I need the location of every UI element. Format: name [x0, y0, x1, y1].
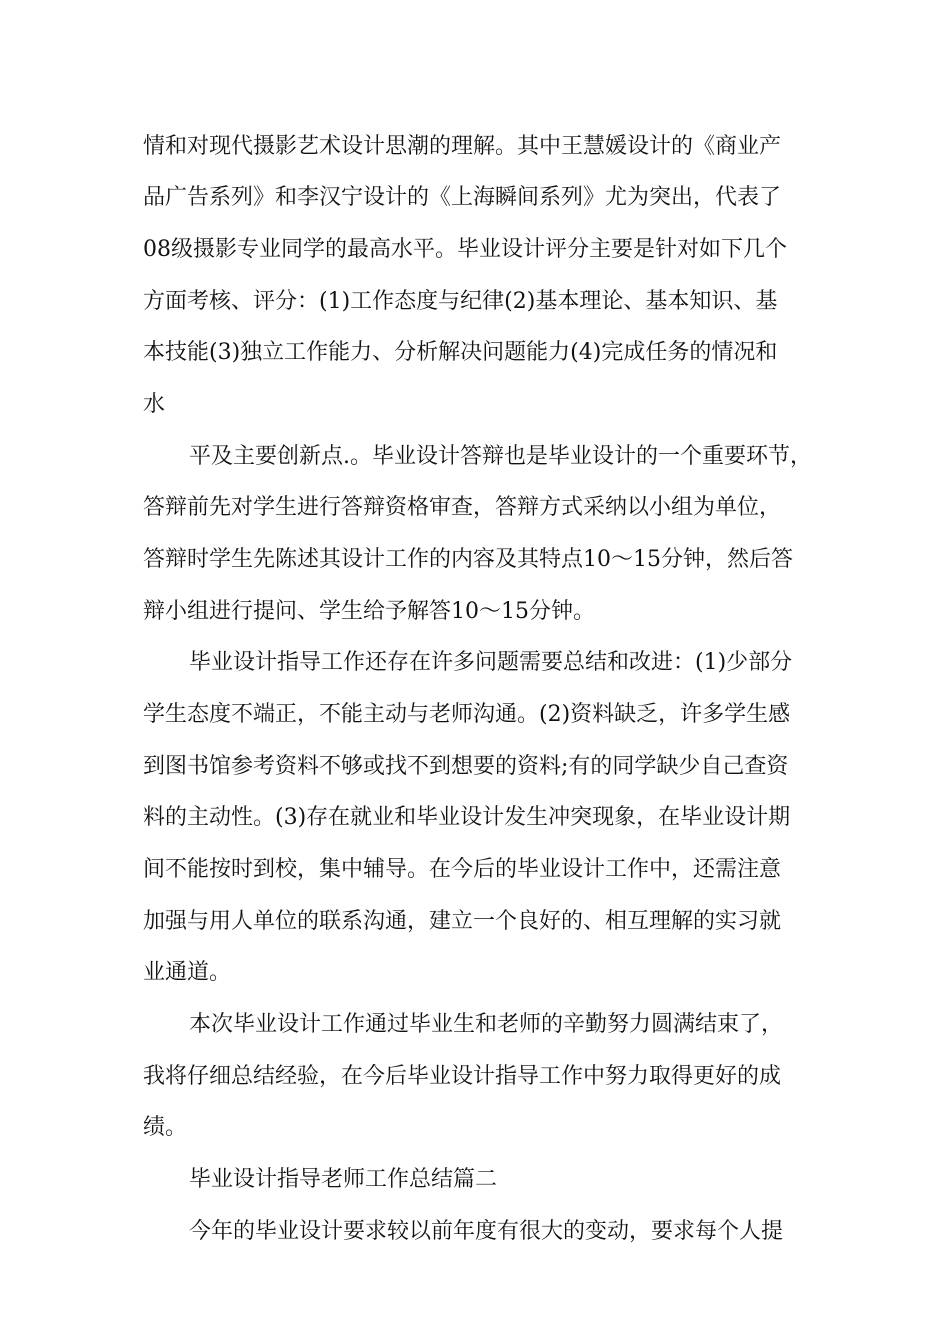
text-line: 间不能按时到校，集中辅导。在今后的毕业设计工作中，还需注意: [143, 857, 782, 882]
text-line: 本技能(3)独立工作能力、分析解决问题能力(4)完成任务的情况和: [143, 340, 778, 365]
text-line: 品广告系列》和李汉宁设计的《上海瞬间系列》尤为突出，代表了: [143, 185, 782, 210]
text-line: 08级摄影专业同学的最高水平。毕业设计评分主要是针对如下几个: [143, 237, 787, 262]
section-heading: 毕业设计指导老师工作总结篇二: [189, 1167, 498, 1192]
paragraph-first-line: 毕业设计指导工作还存在许多问题需要总结和改进：(1)少部分: [189, 650, 793, 675]
text-line: 料的主动性。(3)存在就业和毕业设计发生冲突现象，在毕业设计期: [143, 805, 791, 830]
text-line: 学生态度不端正，不能主动与老师沟通。(2)资料缺乏，许多学生感: [143, 702, 791, 727]
text-line: 加强与用人单位的联系沟通，建立一个良好的、相互理解的实习就: [143, 909, 782, 934]
text-line: 方面考核、评分：(1)工作态度与纪律(2)基本理论、基本知识、基: [143, 289, 778, 314]
text-line: 绩。: [143, 1115, 188, 1140]
text-line: 水: [143, 392, 166, 417]
text-line: 答辩时学生先陈述其设计工作的内容及其特点10～15分钟，然后答: [143, 547, 793, 572]
text-line: 业通道。: [143, 960, 232, 985]
paragraph-first-line: 本次毕业设计工作通过毕业生和老师的辛勤努力圆满结束了，: [189, 1012, 784, 1037]
text-line: 情和对现代摄影艺术设计思潮的理解。其中王慧媛设计的《商业产: [143, 134, 782, 159]
text-line: 到图书馆参考资料不够或找不到想要的资料;有的同学缺少自己查资: [143, 754, 789, 779]
paragraph-first-line: 今年的毕业设计要求较以前年度有很大的变动，要求每个人提: [189, 1219, 784, 1244]
paragraph-first-line: 平及主要创新点.。毕业设计答辩也是毕业设计的一个重要环节，: [189, 444, 812, 469]
text-line: 我将仔细总结经验，在今后毕业设计指导工作中努力取得更好的成: [143, 1064, 782, 1089]
text-line: 辩小组进行提问、学生给予解答10～15分钟。: [143, 599, 595, 624]
text-line: 答辩前先对学生进行答辩资格审查，答辩方式采纳以小组为单位，: [143, 495, 782, 520]
